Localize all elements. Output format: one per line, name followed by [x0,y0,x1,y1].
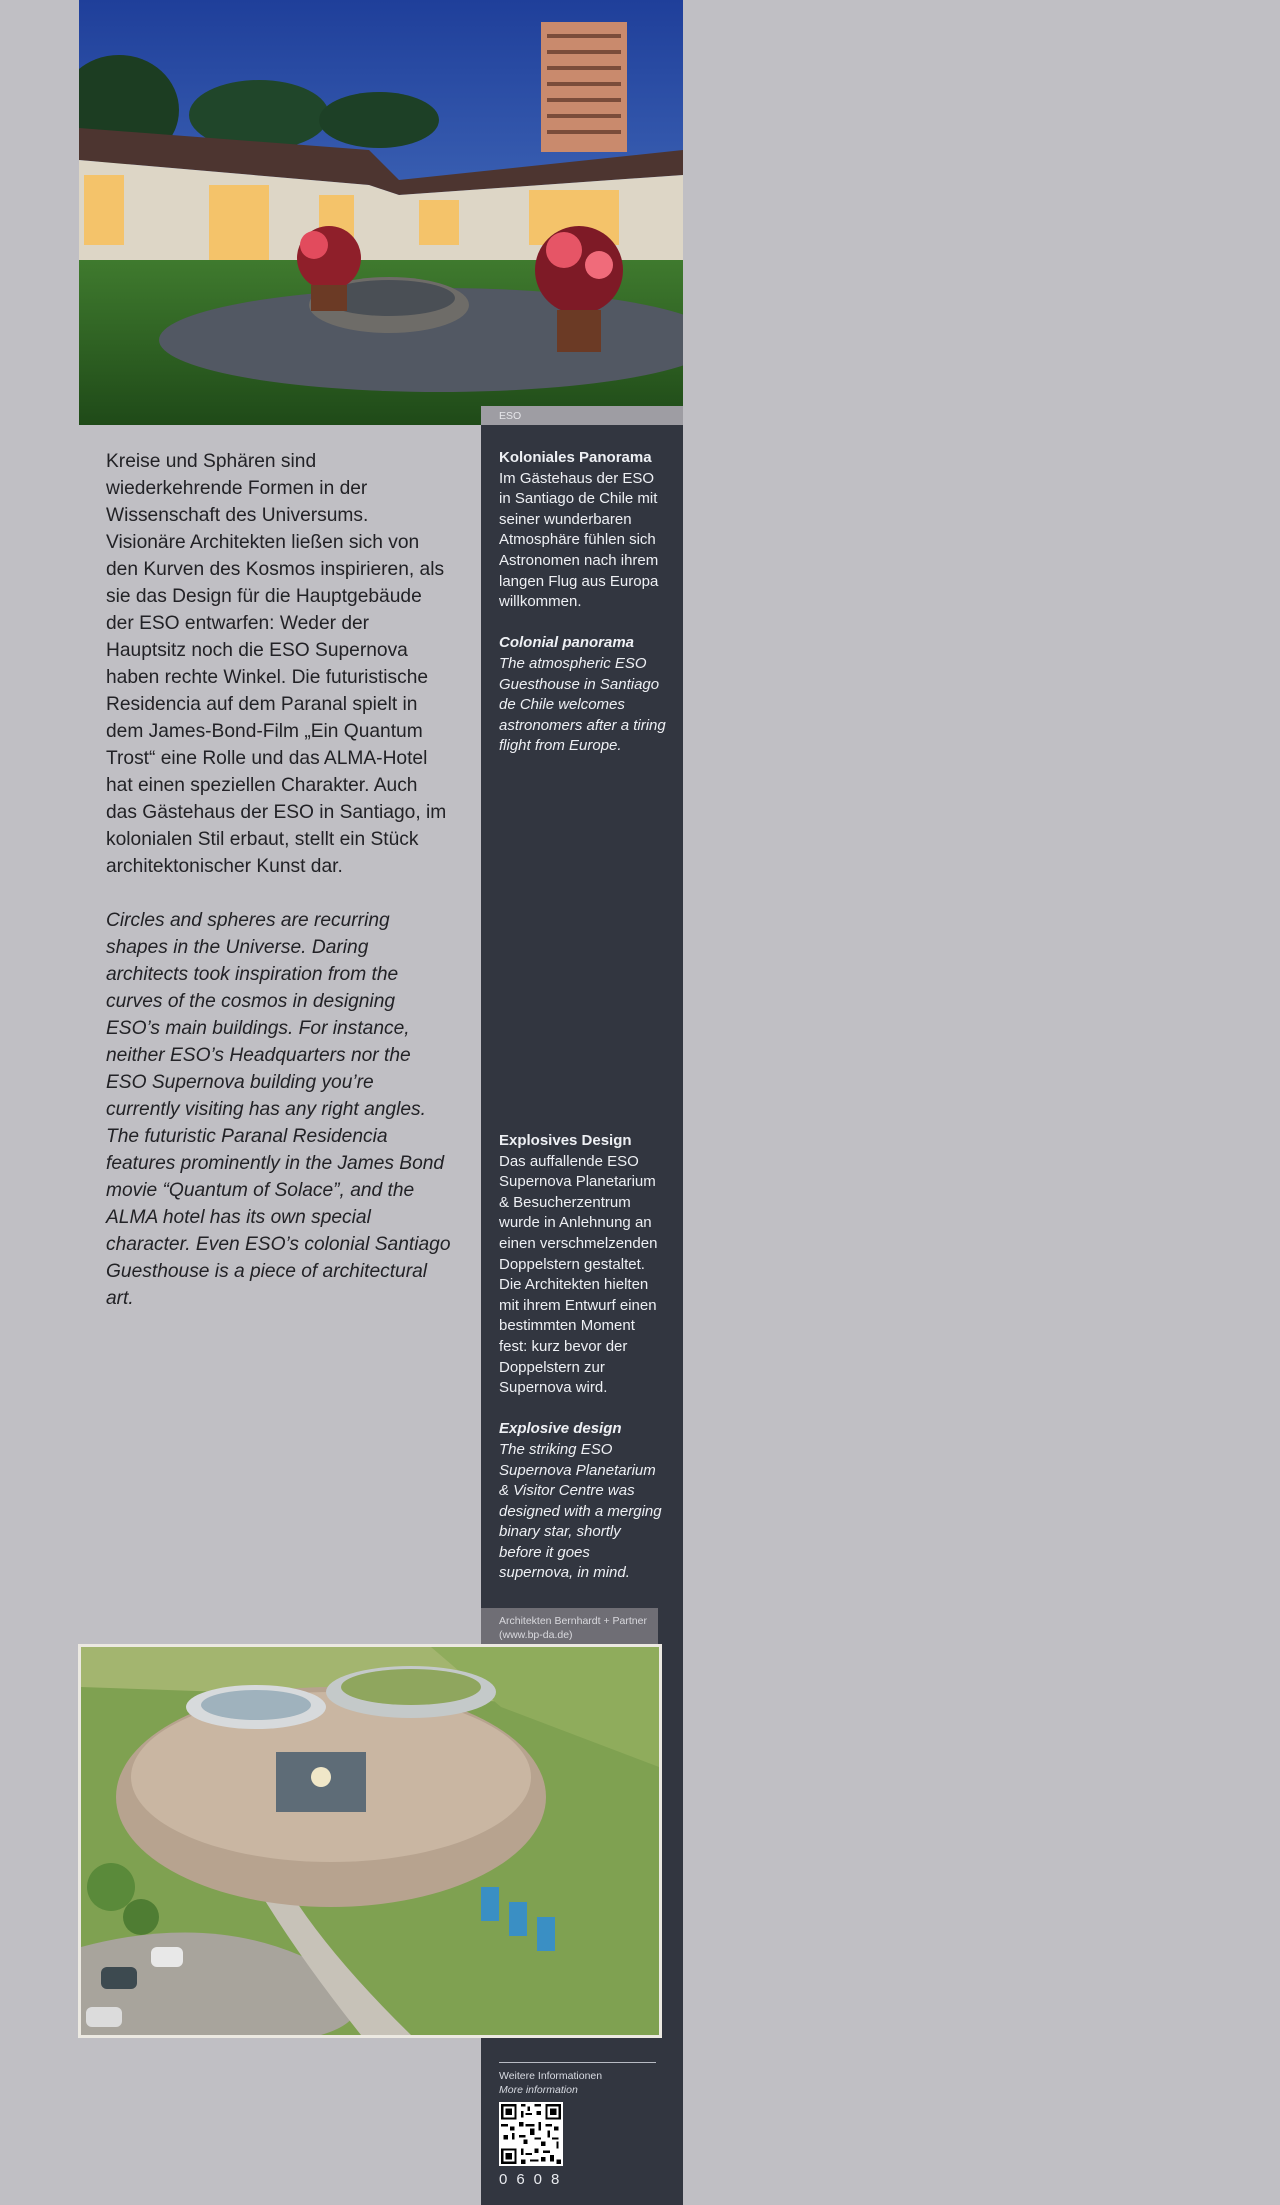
caption-2-en-text: The striking ESO Supernova Planetarium & Visitor Centre was designed with a merging binary star, shortly before it goes supernova, in mind. [499,1440,662,1582]
caption-1-de-title: Koloniales Panorama [499,449,652,466]
more-info-de: Weitere Informationen [499,2070,603,2082]
caption-colonial-panorama [499,448,667,757]
caption-2-de-title: Explosives Design [499,1132,632,1149]
main-paragraph-en: Circles and spheres are recurring shapes in the Universe. Daring architects took inspiration from the curves of the cosmos in designing ESO’s main buildings. For instance, neither ESO’s Headquarters nor the ESO Supernova building you’re currently visiting has any right angles. The futuristic Paranal Residencia features prominently in the James Bond movie “Quantum of Solace”, and the ALMA hotel has its own special character. Even ESO’s colonial Santiago Guesthouse is a piece of architectural art. [106,910,451,1309]
caption-2-en-title: Explosive design [499,1420,622,1438]
main-body-text [106,448,451,1339]
photo-credit-bottom-line2: (www.bp-da.de) [499,1629,573,1641]
guesthouse-photo [79,0,683,425]
more-info-label [499,2069,602,2097]
caption-1-en-title: Colonial panorama [499,634,635,652]
page-number: 0608 [499,2171,569,2188]
photo-credit-bottom-line1: Architekten Bernhardt + Partner [499,1615,647,1627]
caption-1-de-text: Im Gästehaus der ESO in Santiago de Chile mit seiner wunderbaren Atmosphäre fühlen sich Astronomen nach ihrem langen Flug aus Europa willkommen. [499,469,659,611]
photo-credit-top [481,406,683,425]
more-info-en: More information [499,2084,578,2096]
qr-code[interactable] [499,2102,563,2166]
photo-credit-top-text: ESO [499,410,522,422]
more-info-divider [499,2062,656,2063]
photo-credit-bottom [481,1608,658,1646]
main-paragraph-de: Kreise und Sphären sind wiederkehrende Formen in der Wissenschaft des Universums. Visionäre Architekten ließen sich von den Kurven des Kosmos inspirieren, als sie das Design für die Hauptgebäude der ESO entwarfen: Weder der Hauptsitz noch die ESO Supernova haben rechte Winkel. Die futuristische Residencia auf dem Paranal spielt in dem James-Bond-Film „Ein Quantum Trost“ eine Rolle und das ALMA-Hotel hat einen speziellen Charakter. Auch das Gästehaus der ESO in Santiago, im kolonialen Stil erbaut, stellt ein Stück architektonischer Kunst dar. [106,451,447,877]
supernova-building-rendering [81,1647,659,2035]
caption-explosive-design [499,1131,667,1584]
caption-1-en-text: The atmospheric ESO Guesthouse in Santiago de Chile welcomes astronomers after a tiring flight from Europe. [499,654,666,755]
caption-2-de-text: Das auffallende ESO Supernova Planetarium & Besucherzentrum wurde in Anlehnung an einen verschmelzenden Doppelstern gestaltet. Die Architekten hielten mit ihrem Entwurf einen bestimmten Moment fest: kurz bevor der Doppelstern zur Supernova wird. [499,1152,658,1397]
